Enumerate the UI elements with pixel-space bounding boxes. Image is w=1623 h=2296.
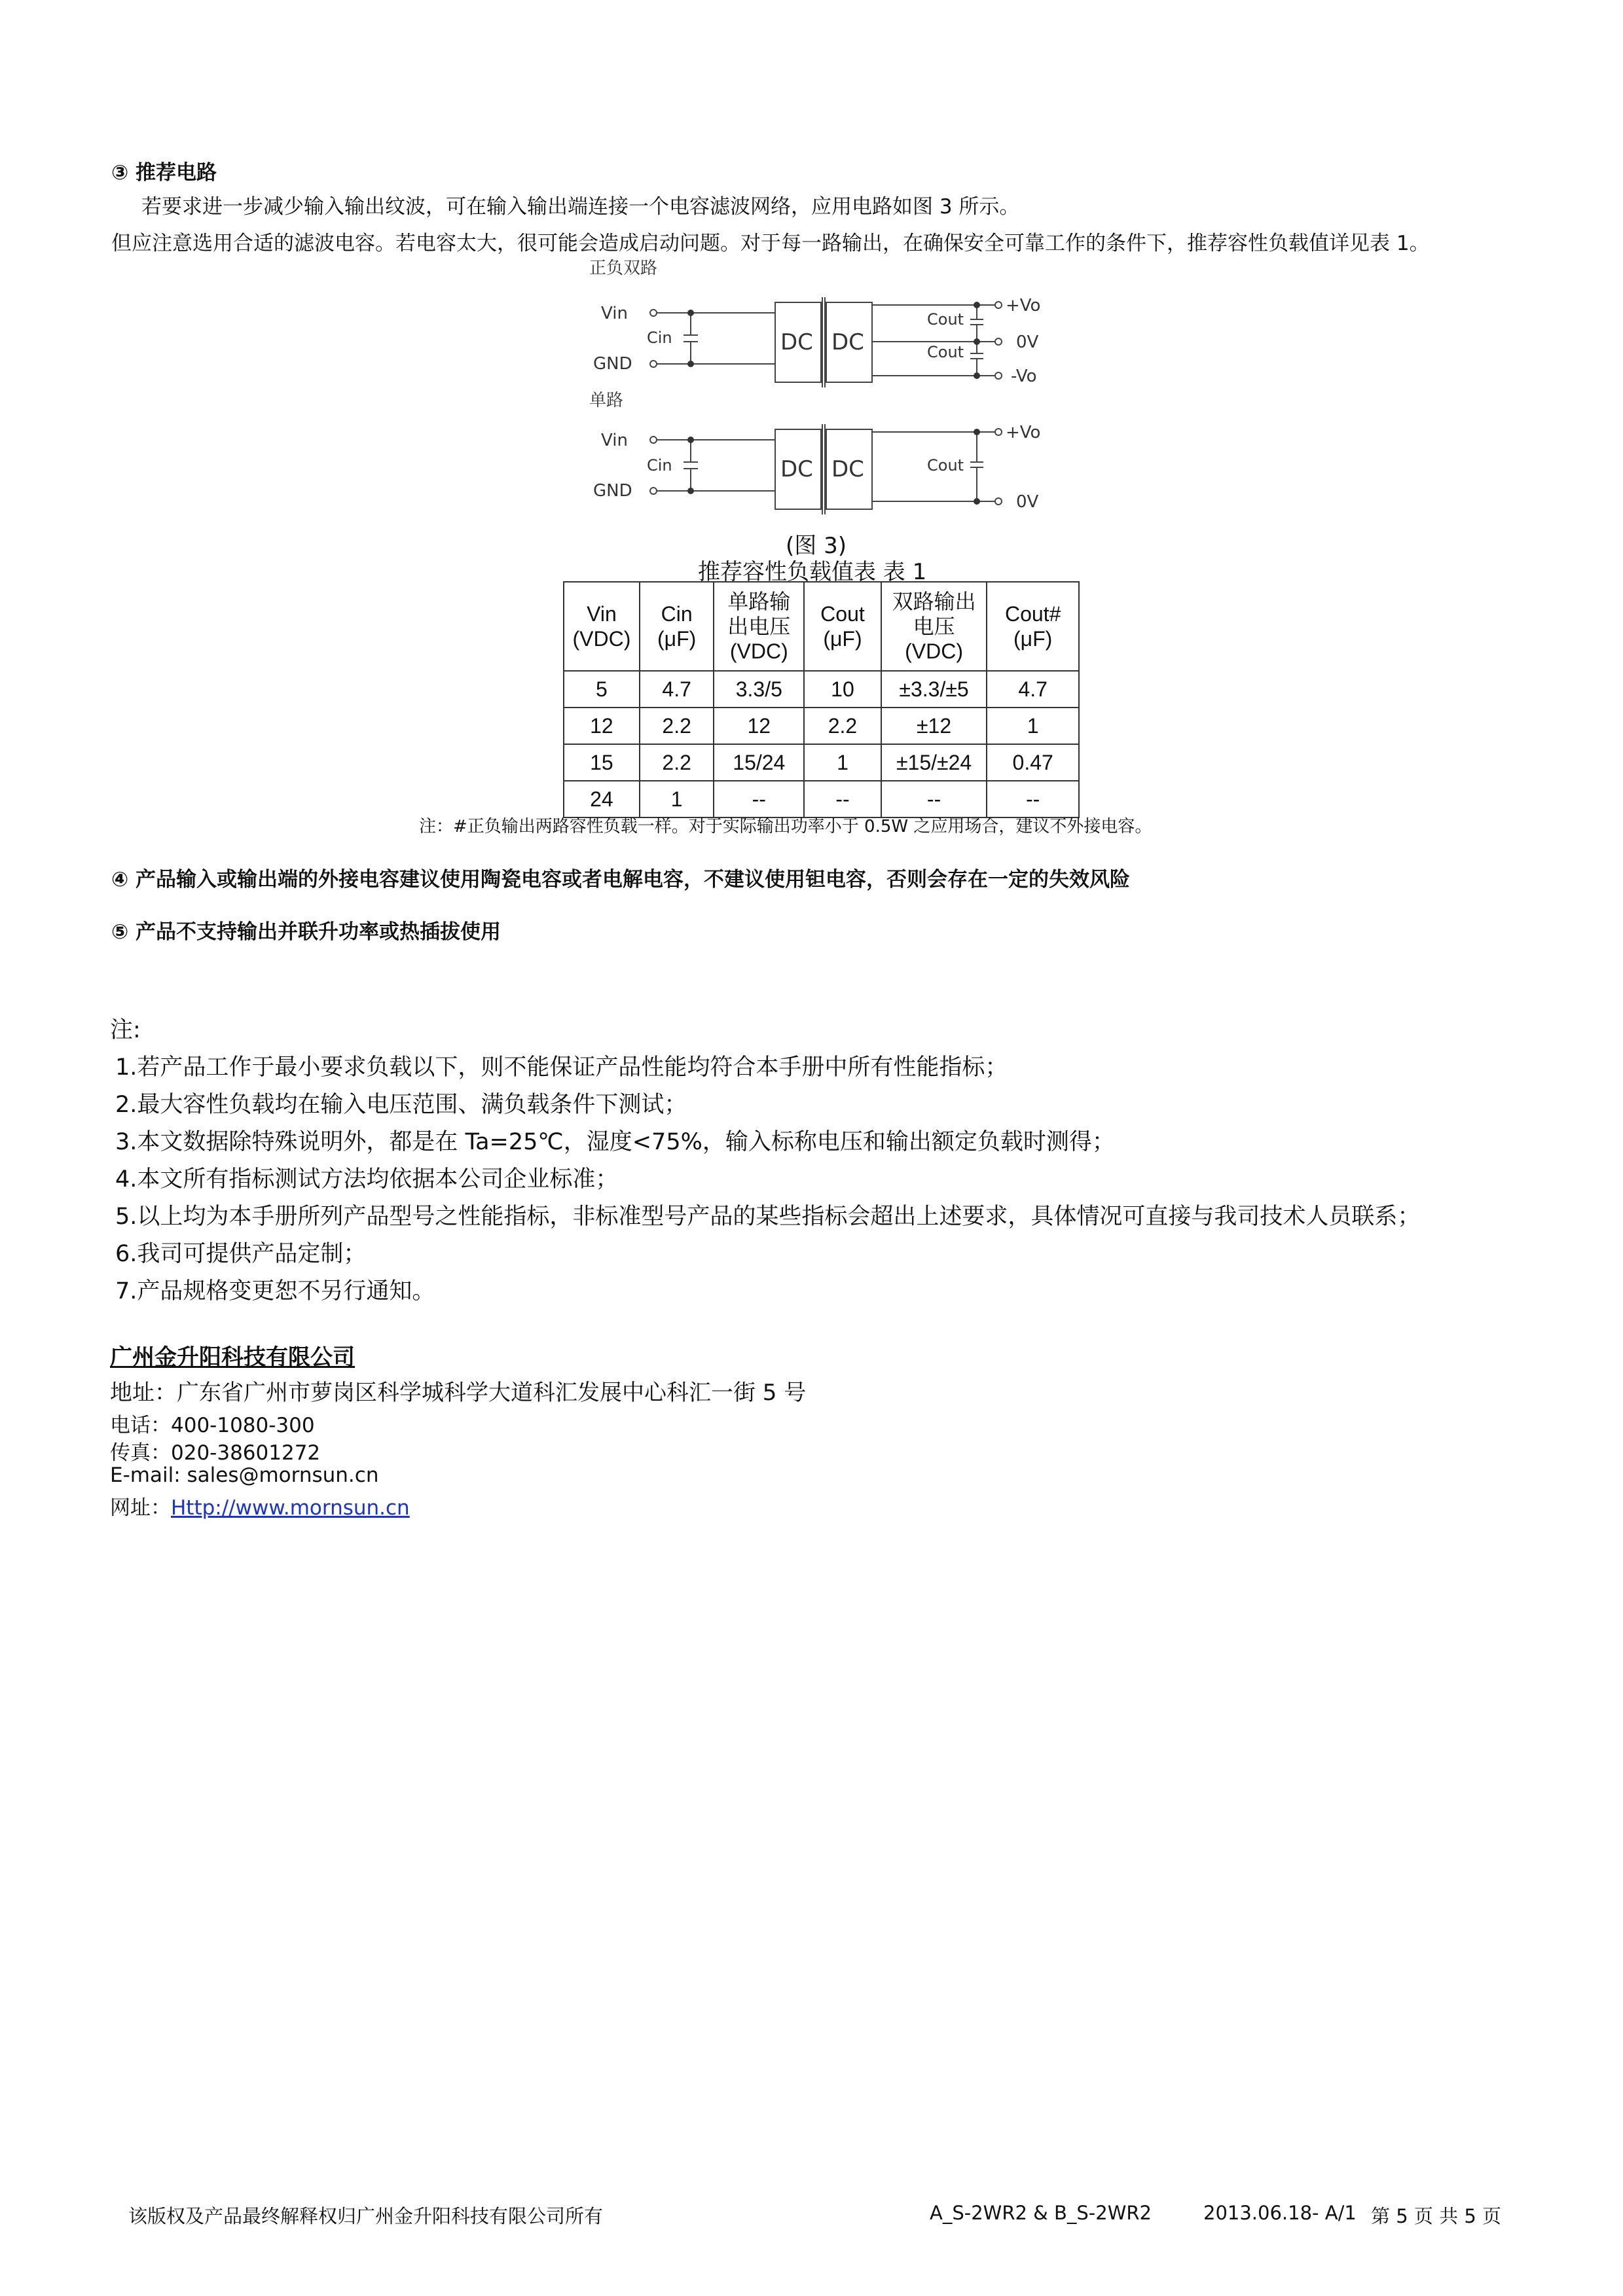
company-email: E-mail: sales@mornsun.cn	[110, 1463, 379, 1487]
table-1-footnote: 注：#正负输出两路容性负载一样。对于实际输出功率小于 0.5W 之应用场合，建议不外接电容。	[419, 817, 1152, 836]
dual-dc-left: DC	[780, 329, 813, 355]
dual-cout-1-label: Cout	[927, 310, 964, 329]
section-3-paragraph-line-1: 若要求进一步减少输入输出纹波，可在输入输出端连接一个电容滤波网络，应用电路如图 3 所示。	[141, 195, 1020, 219]
note-item: 2.最大容性负载均在输入电压范围、满负载条件下测试；	[115, 1092, 687, 1118]
table-cell: 4.7	[640, 671, 714, 708]
header-dual-output-voltage: 双路输出 电压 (VDC)	[881, 582, 987, 671]
table-cell: 3.3/5	[714, 671, 804, 708]
table-header-row	[564, 582, 1079, 671]
single-plus-vo-label: +Vo	[1006, 423, 1041, 442]
company-fax: 传真：020-38601272	[110, 1441, 321, 1465]
company-website	[110, 1491, 410, 1520]
table-cell: --	[804, 781, 881, 817]
single-diagram-title: 单路	[589, 391, 624, 410]
note-item: 5.以上均为本手册所列产品型号之性能指标，非标准型号产品的某些指标会超出上述要求，具体情况可直接与我司技术人员联系；	[115, 1204, 1421, 1230]
header-single-output-voltage: 单路输 出电压 (VDC)	[714, 582, 804, 671]
dual-diagram-title: 正负双路	[589, 259, 658, 278]
section-3-paragraph-line-2: 但应注意选用合适的滤波电容。若电容太大，很可能会造成启动问题。对于每一路输出，在确保安全可靠工作的条件下，推荐容性负载值详见表 1。	[111, 232, 1430, 255]
table-cell: 12	[564, 708, 640, 744]
table-cell: 1	[987, 708, 1079, 744]
website-link[interactable]: Http://www.mornsun.cn	[171, 1496, 410, 1520]
table-cell: 2.2	[640, 708, 714, 744]
table-cell: 1	[640, 781, 714, 817]
table-row	[564, 781, 1079, 817]
note-item: 1.若产品工作于最小要求负载以下，则不能保证产品性能均符合本手册中所有性能指标；	[115, 1054, 1008, 1081]
table-cell: 15	[564, 744, 640, 781]
table-cell: 4.7	[987, 671, 1079, 708]
header-cout-dual: Cout# (μF)	[987, 582, 1079, 671]
single-dc-right: DC	[831, 456, 864, 482]
table-1-caption: 推荐容性负载值表 表 1	[698, 559, 927, 585]
note-item: 4.本文所有指标测试方法均依据本公司企业标准；	[115, 1166, 619, 1193]
table-cell: --	[881, 781, 987, 817]
note-item: 7.产品规格变更恕不另行通知。	[115, 1278, 435, 1304]
note-item: 3.本文数据除特殊说明外，都是在 Ta=25℃，湿度<75%，输入标称电压和输出额定负载时测得；	[115, 1129, 1115, 1155]
single-cout-label: Cout	[927, 456, 964, 475]
dual-minus-vo-label: -Vo	[1011, 367, 1037, 386]
table-cell: ±3.3/±5	[881, 671, 987, 708]
dual-plus-vo-label: +Vo	[1006, 296, 1041, 315]
company-phone: 电话：400-1080-300	[110, 1414, 315, 1437]
company-name: 广州金升阳科技有限公司	[110, 1344, 355, 1371]
table-cell: 2.2	[804, 708, 881, 744]
table-cell: 15/24	[714, 744, 804, 781]
footer-page-number: 第 5 页 共 5 页	[1371, 2205, 1501, 2227]
footer-models: A_S-2WR2 & B_S-2WR2	[930, 2202, 1152, 2224]
table-cell: 1	[804, 744, 881, 781]
header-vin: Vin (VDC)	[564, 582, 640, 671]
dual-cin-label: Cin	[647, 329, 672, 347]
table-cell: 2.2	[640, 744, 714, 781]
circuit-diagram-figure-3	[576, 259, 1074, 534]
table-cell: 24	[564, 781, 640, 817]
single-vin-label: Vin	[601, 431, 628, 450]
table-cell: ±15/±24	[881, 744, 987, 781]
dual-vin-label: Vin	[601, 304, 628, 323]
website-label: 网址：	[110, 1496, 171, 1520]
table-row	[564, 671, 1079, 708]
single-0v-label: 0V	[1016, 492, 1039, 512]
table-cell: 0.47	[987, 744, 1079, 781]
single-gnd-label: GND	[593, 481, 632, 501]
dual-gnd-label: GND	[593, 354, 632, 374]
dual-dc-right: DC	[831, 329, 864, 355]
section-3-heading: ③ 推荐电路	[111, 161, 217, 185]
table-cell: ±12	[881, 708, 987, 744]
header-cout: Cout (μF)	[804, 582, 881, 671]
figure-caption: (图 3)	[786, 533, 847, 559]
company-address: 地址：广东省广州市萝岗区科学城科学大道科汇发展中心科汇一街 5 号	[110, 1380, 807, 1406]
table-cell: --	[987, 781, 1079, 817]
dual-0v-label: 0V	[1016, 332, 1039, 352]
table-row	[564, 708, 1079, 744]
dual-cout-2-label: Cout	[927, 343, 964, 361]
notes-title: 注:	[110, 1017, 141, 1043]
single-cin-label: Cin	[647, 456, 672, 475]
section-4-heading: ④ 产品输入或输出端的外接电容建议使用陶瓷电容或者电解电容，不建议使用钽电容，否则会存在一定的失效风险	[111, 868, 1131, 891]
capacitive-load-table	[563, 581, 1080, 818]
table-row	[564, 744, 1079, 781]
table-cell: --	[714, 781, 804, 817]
header-cin: Cin (μF)	[640, 582, 714, 671]
single-dc-left: DC	[780, 456, 813, 482]
note-item: 6.我司可提供产品定制；	[115, 1241, 367, 1267]
footer-date: 2013.06.18- A/1	[1203, 2202, 1357, 2224]
table-cell: 12	[714, 708, 804, 744]
footer-copyright: 该版权及产品最终解释权归广州金升阳科技有限公司所有	[128, 2205, 604, 2227]
table-cell: 5	[564, 671, 640, 708]
section-5-heading: ⑤ 产品不支持输出并联升功率或热插拔使用	[111, 920, 501, 944]
table-cell: 10	[804, 671, 881, 708]
